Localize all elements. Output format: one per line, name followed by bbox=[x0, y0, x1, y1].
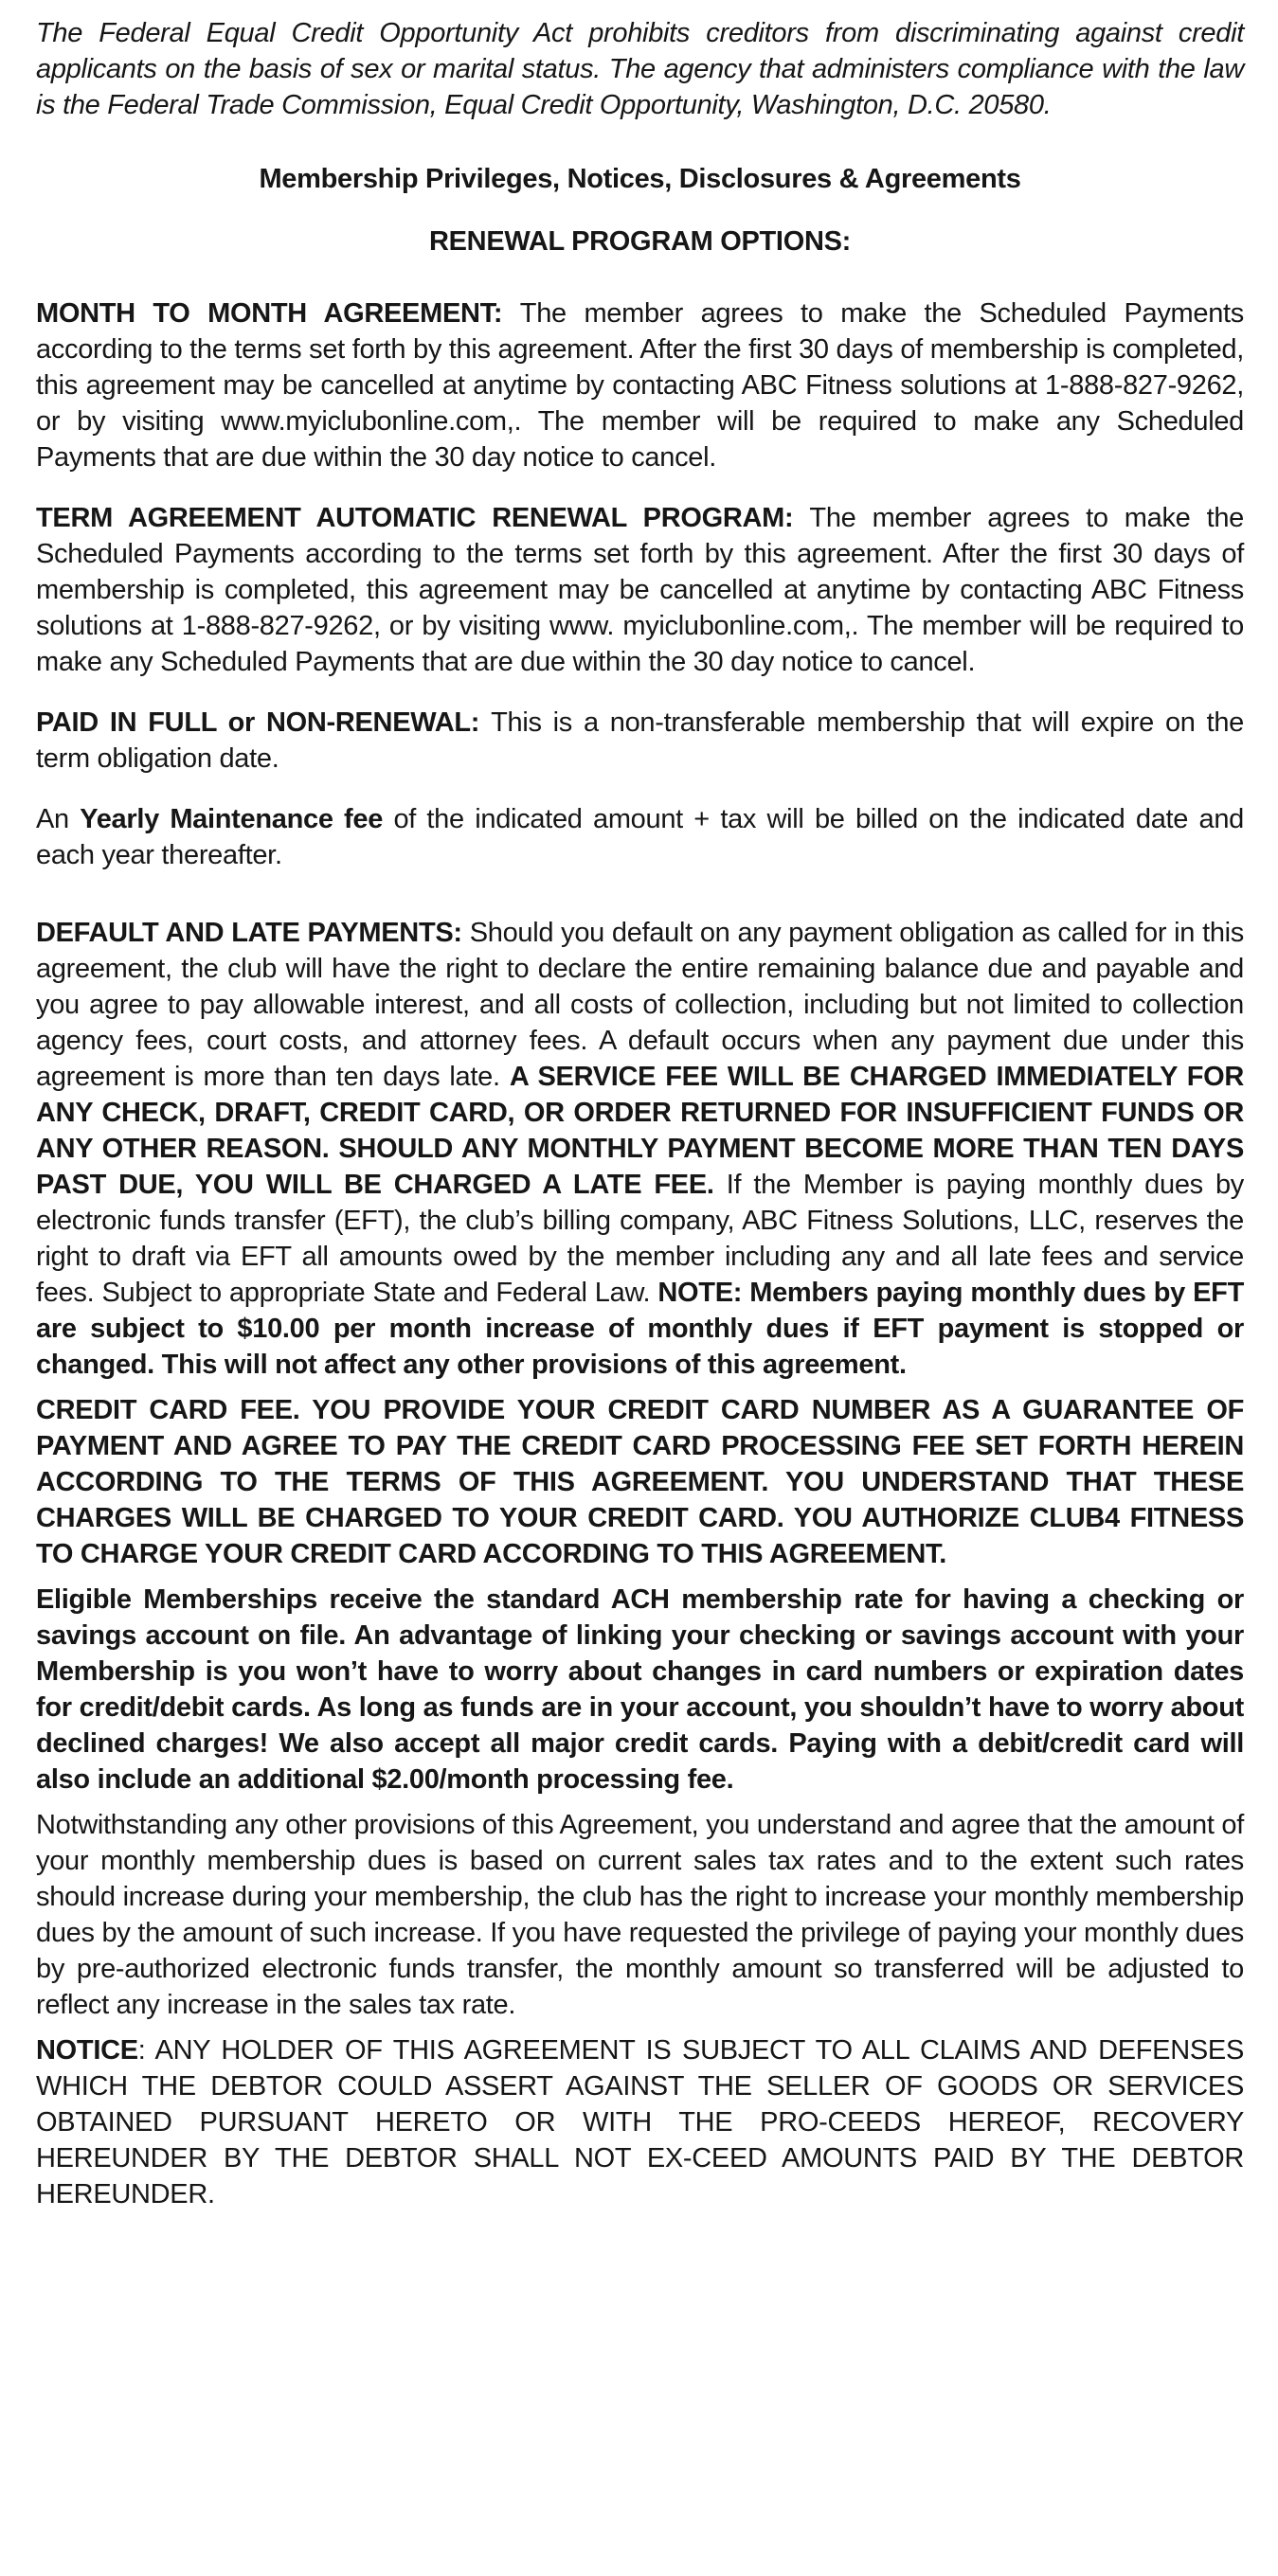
eligible-memberships-paragraph bbox=[36, 1582, 1244, 1798]
paid-in-full-paragraph bbox=[36, 705, 1244, 777]
renewal-program-options-heading: RENEWAL PROGRAM OPTIONS: bbox=[428, 226, 851, 257]
paid-in-full-label: PAID IN FULL or NON-RENEWAL: bbox=[36, 707, 492, 738]
ecoa-notice-text: The Federal Equal Credit Opportunity Act prohibits creditors from discriminating against credit applicants on the basis of sex or marital status. The agency that administers compliance with the law is the Federal Trade Commission, Equal Credit Opportunity, Washington, D.C. 20580. bbox=[36, 18, 1244, 120]
membership-privileges-heading: Membership Privileges, Notices, Disclosures & Agreements bbox=[259, 164, 1021, 194]
yearly-maintenance-fee-paragraph bbox=[36, 801, 1244, 873]
eligible-memberships-text: Eligible Memberships receive the standard ACH membership rate for having a checking or savings account on file. An advantage of linking your checking or savings account with your Membership is you won’t have to worry about changes in card numbers or expiration dates for credit/debit cards. As long as funds are in your account, you shouldn’t have to worry about declined charges! We also accept all major credit cards. Paying with a debit/credit card will also include an additional $2.00/month processing fee. bbox=[36, 1584, 1244, 1795]
term-agreement-paragraph bbox=[36, 500, 1244, 680]
sales-tax-text: Notwithstanding any other provisions of this Agreement, you understand and agree that the amount of your monthly membership dues is based on current sales tax rates and to the extent such rates should increase during your membership, the club has the right to increase your monthly membership dues by the amount of such increase. If you have requested the privilege of paying your monthly dues by pre-authorized electronic funds transfer, the monthly amount so transferred will be adjusted to reflect any increase in the sales tax rate. bbox=[36, 1810, 1244, 2020]
default-late-payments-paragraph bbox=[36, 915, 1244, 1383]
default-late-payments-body-2: If the Member is paying monthly dues by electronic funds transfer (EFT), the club’s billing company, ABC Fitness Solutions, LLC, reserves the right to draft via EFT all amounts owed by the member including any and all late fees and service fees. Subject to appropriate State and Federal Law. bbox=[36, 1170, 1244, 1308]
eft-increase-note-text: NOTE: Members paying monthly dues by EFT are subject to $10.00 per month increase of monthly dues if EFT payment is stopped or changed. This will not affect any other provisions of this agreement. bbox=[36, 1278, 1244, 1380]
yearly-maintenance-fee-label: Yearly Maintenance fee bbox=[80, 804, 384, 834]
month-to-month-agreement-body: The member agrees to make the Scheduled Payments according to the terms set forth by this agreement. After the first 30 days of membership is completed, this agreement may be cancelled at anytime by contacting ABC Fitness solutions at 1-888-827-9262, or by visiting www.myiclubonline.com,. The member will be required to make any Scheduled Payments that are due within the 30 day notice to cancel. bbox=[36, 298, 1244, 473]
term-agreement-label: TERM AGREEMENT AUTOMATIC RENEWAL PROGRAM: bbox=[36, 503, 810, 533]
default-late-payments-body-1: Should you default on any payment obligation as called for in this agreement, the club will have the right to declare the entire remaining balance due and payable and you agree to pay allowable interest, and all costs of collection, including but not limited to collection agency fees, court costs, and attorney fees. A default occurs when any payment due under this agreement is more than ten days late. bbox=[36, 918, 1244, 1092]
default-late-payments-label: DEFAULT AND LATE PAYMENTS: bbox=[36, 918, 470, 948]
month-to-month-agreement-label: MONTH TO MONTH AGREEMENT: bbox=[36, 298, 520, 329]
month-to-month-agreement-paragraph bbox=[36, 295, 1244, 475]
paid-in-full-body: This is a non-transferable membership that will expire on the term obligation date. bbox=[36, 707, 1244, 774]
holder-notice-label: NOTICE bbox=[36, 2035, 138, 2066]
yearly-maintenance-fee-prefix: An bbox=[36, 804, 81, 834]
holder-notice-body: : ANY HOLDER OF THIS AGREEMENT IS SUBJECT TO ALL CLAIMS AND DEFENSES WHICH THE DEBTOR COULD ASSERT AGAINST THE SELLER OF GOODS OR SERVICES OBTAINED PURSUANT HERETO OR WITH THE PRO-CEEDS HEREOF, RECOVERY HEREUNDER BY THE DEBTOR SHALL NOT EX-CEED AMOUNTS PAID BY THE DEBTOR HEREUNDER. bbox=[36, 2035, 1244, 2209]
term-agreement-body: The member agrees to make the Scheduled Payments according to the terms set forth by this agreement. After the first 30 days of membership is completed, this agreement may be cancelled at anytime by contacting ABC Fitness solutions at 1-888-827-9262, or by visiting www. myiclubonline.com,. The member will be required to make any Scheduled Payments that are due within the 30 day notice to cancel. bbox=[36, 503, 1244, 677]
yearly-maintenance-fee-body: of the indicated amount + tax will be billed on the indicated date and each year thereafter. bbox=[36, 804, 1244, 870]
service-fee-warning-text: A SERVICE FEE WILL BE CHARGED IMMEDIATELY FOR ANY CHECK, DRAFT, CREDIT CARD, OR ORDER RETURNED FOR INSUFFICIENT FUNDS OR ANY OTHER REASON. SHOULD ANY MONTHLY PAYMENT BECOME MORE THAN TEN DAYS PAST DUE, YOU WILL BE CHARGED A LATE FEE. bbox=[36, 1062, 1245, 1200]
credit-card-fee-paragraph bbox=[36, 1392, 1244, 1572]
holder-notice-paragraph bbox=[36, 2032, 1244, 2212]
sales-tax-paragraph bbox=[36, 1807, 1244, 2023]
ecoa-notice-paragraph bbox=[36, 15, 1244, 123]
credit-card-fee-text: CREDIT CARD FEE. YOU PROVIDE YOUR CREDIT CARD NUMBER AS A GUARANTEE OF PAYMENT AND AGREE TO PAY THE CREDIT CARD PROCESSING FEE SET FORTH HEREIN ACCORDING TO THE TERMS OF THIS AGREEMENT. YOU UNDERSTAND THAT THESE CHARGES WILL BE CHARGED TO YOUR CREDIT CARD. YOU AUTHORIZE CLUB4 FITNESS TO CHARGE YOUR CREDIT CARD ACCORDING TO THIS AGREEMENT. bbox=[36, 1395, 1244, 1569]
